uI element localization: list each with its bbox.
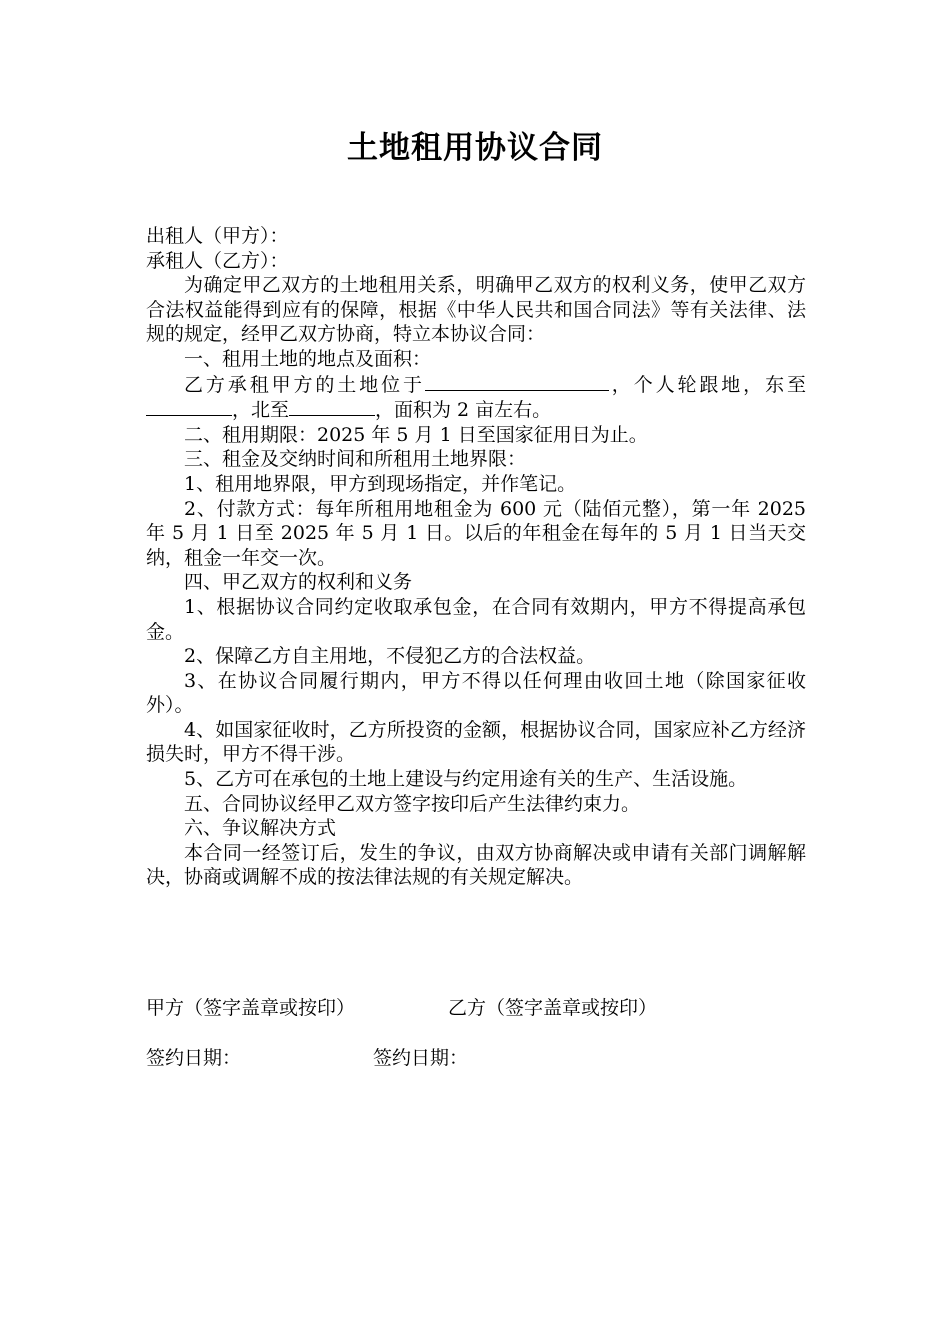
section-1-text-d: ，面积为 2 亩左右。 (375, 399, 552, 422)
contract-body (146, 224, 806, 890)
section-4-item-3: 3、在协议合同履行期内，甲方不得以任何理由收回土地（除国家征收外）。 (146, 669, 806, 717)
section-3-item-2: 2、付款方式：每年所租用地租金为 600 元（陆佰元整），第一年 2025 年 5 月 1 日至 2025 年 5 月 1 日。以后的年租金在每年的 5 月 1 日当天交纳，租金一年交一次。 (146, 497, 806, 569)
section-6-text: 本合同一经签订后，发生的争议，由双方协商解决或申请有关部门调解解决，协商或调解不成的按法律法规的有关规定解决。 (146, 841, 806, 889)
party-a-date: 签约日期： (146, 1047, 242, 1069)
section-6-heading: 六、争议解决方式 (184, 817, 337, 840)
section-1-text (146, 372, 806, 423)
section-1-heading: 一、租用土地的地点及面积： (184, 347, 432, 370)
east-boundary-blank (146, 397, 232, 416)
section-4-heading: 四、甲乙双方的权利和义务 (184, 571, 413, 594)
party-a-signature: 甲方（签字盖章或按印） (146, 997, 356, 1019)
section-4-item-2: 2、保障乙方自主用地，不侵犯乙方的合法权益。 (184, 645, 596, 668)
lessee-line: 承租人（乙方）： (146, 249, 289, 272)
section-4-item-1: 1、根据协议合同约定收取承包金，在合同有效期内，甲方不得提高承包金。 (146, 595, 806, 643)
section-3-heading: 三、租金及交纳时间和所租用土地界限： (184, 448, 527, 471)
section-5-heading: 五、合同协议经甲乙双方签字按印后产生法律约束力。 (184, 792, 641, 815)
section-1-text-a: 乙方承租甲方的土地位于 (184, 373, 425, 396)
section-4-item-4: 4、如国家征收时，乙方所投资的金额，根据协议合同，国家应补乙方经济损失时，甲方不得干涉。 (146, 718, 806, 766)
north-boundary-blank (289, 397, 375, 416)
location-blank (425, 372, 609, 391)
section-1-text-c: ，北至 (232, 399, 290, 422)
party-b-date: 签约日期： (373, 1047, 469, 1069)
section-4-item-5: 5、乙方可在承包的土地上建设与约定用途有关的生产、生活设施。 (184, 768, 748, 791)
document-title: 土地租用协议合同 (347, 130, 603, 166)
preamble-paragraph: 为确定甲乙双方的土地租用关系，明确甲乙双方的权利义务，使甲乙双方合法权益能得到应有的保障，根据《中华人民共和国合同法》等有关法律、法规的规定，经甲乙双方协商，特立本协议合同： (146, 274, 806, 346)
party-b-signature: 乙方（签字盖章或按印） (448, 997, 658, 1019)
section-3-item-1: 1、租用地界限，甲方到现场指定，并作笔记。 (184, 472, 577, 495)
section-1-text-b: ，个人轮跟地，东至 (608, 373, 806, 396)
section-2-heading: 二、租用期限：2025 年 5 月 1 日至国家征用日为止。 (184, 423, 648, 446)
lessor-line: 出租人（甲方）： (146, 225, 289, 247)
